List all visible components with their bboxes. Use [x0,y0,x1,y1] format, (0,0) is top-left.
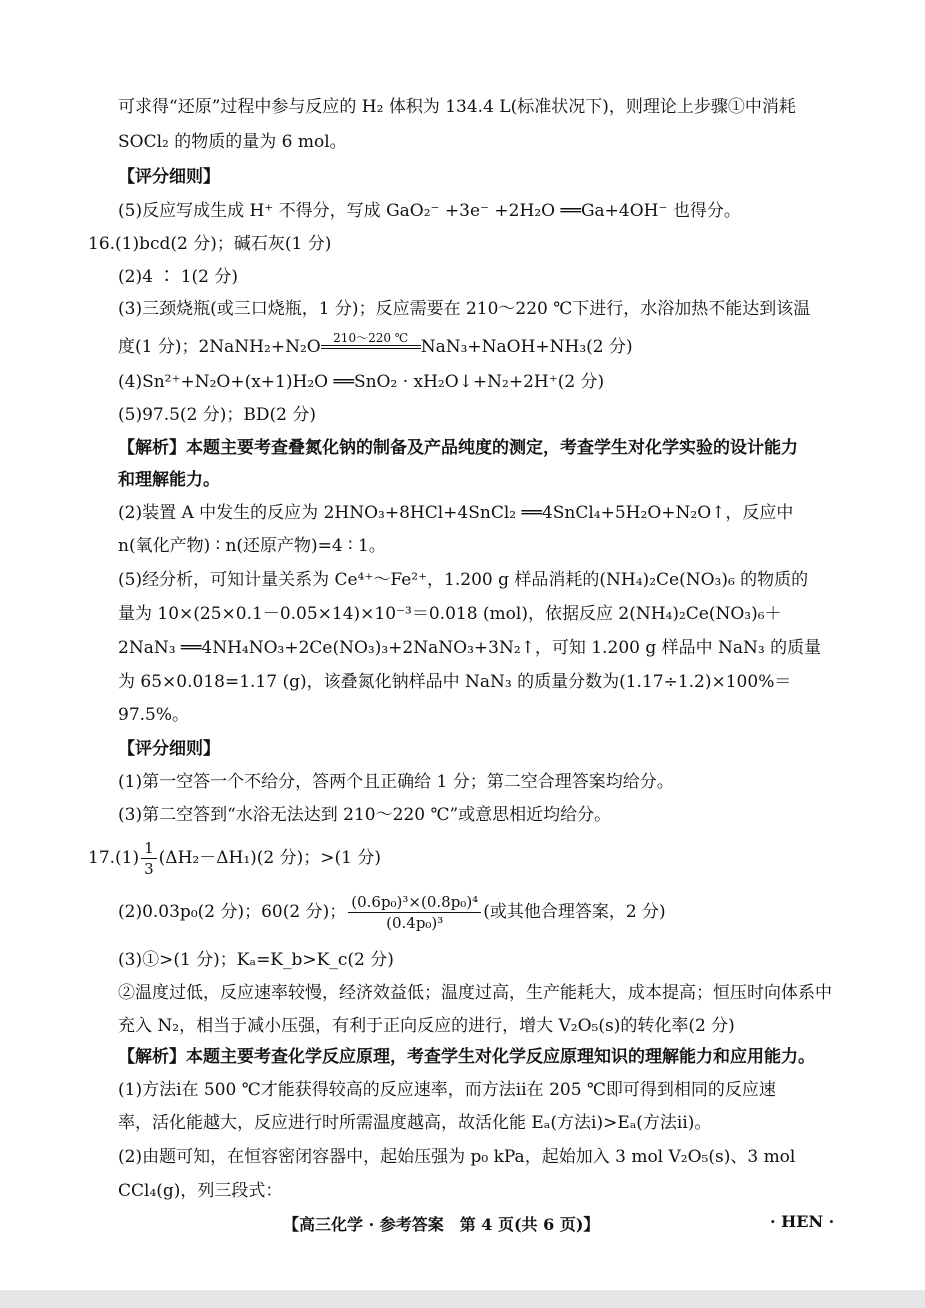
text-line: n(氧化产物) ∶ n(还原产物)=4 ∶ 1。 [118,536,386,556]
text-line: (1)第一空答一个不给分，答两个且正确给 1 分；第二空合理答案均给分。 [118,772,674,792]
reaction-condition: 210～220 ℃ [333,330,409,345]
section-heading-scoring: 【评分细则】 [118,739,220,759]
scan-bottom-edge [0,1290,925,1308]
text-line: 和理解能力。 [118,470,220,490]
text-line: 为 65×0.018=1.17 (g)，该叠氮化钠样品中 NaN₃ 的质量分数为(1.17÷1.2)×100%＝ [118,672,792,692]
question-17-answer [88,838,841,879]
equation-right: NaN₃+NaOH+NH₃(2 分) [420,337,633,357]
kp-suffix: (或其他合理答案，2 分) [483,902,666,922]
analysis-heading: 【解析】本题主要考查叠氮化钠的制备及产品纯度的测定，考查学生对化学实验的设计能力 [118,438,798,458]
text-line: (2)由题可知，在恒容密闭容器中，起始压强为 p₀ kPa，起始加入 3 mol V₂O₅(s)、3 mol [118,1147,796,1167]
text-line: 97.5%。 [118,705,190,725]
text-line: (5)经分析，可知计量关系为 Ce⁴⁺～Fe²⁺，1.200 g 样品消耗的(NH₄)₂Ce(NO₃)₆ 的物质的 [118,570,809,590]
footer-page-info: 【高三化学 · 参考答案 第 4 页(共 6 页)】 [283,1215,600,1234]
text-line: (3)①>(1 分)；Kₐ=K_b>K_c(2 分) [118,950,394,970]
reaction-condition-arrow [321,331,421,349]
text-line: (1)方法ⅰ在 500 ℃才能获得较高的反应速率，而方法ⅱ在 205 ℃即可得到相同的反应速 [118,1080,776,1100]
text-line: SOCl₂ 的物质的量为 6 mol。 [118,132,347,152]
text-line: (4)Sn²⁺+N₂O+(x+1)H₂O ══SnO₂ · xH₂O↓+N₂+2H⁺(2 分) [118,372,605,392]
text-line: 率，活化能越大，反应进行时所需温度越高，故活化能 Eₐ(方法ⅰ)>Eₐ(方法ⅱ)。 [118,1113,712,1133]
text-line: (3)三颈烧瓶(或三口烧瓶，1 分)；反应需要在 210～220 ℃下进行，水浴加热不能达到该温 [118,299,811,319]
kp-fraction: $\frac{\text{(0.6p₀)³×(0.8p₀)⁴}}{\text{(0.4p₀)³}}$ [348,892,481,933]
text-line: CCl₄(g)，列三段式： [118,1181,283,1201]
analysis-heading: 【解析】本题主要考查化学反应原理，考查学生对化学反应原理知识的理解能力和应用能力。 [118,1047,815,1067]
kp-expression-line [118,892,841,933]
text-line: (3)第二空答到“水浴无法达到 210～220 ℃”或意思相近均给分。 [118,805,612,825]
footer-code: · HEN · [770,1212,835,1231]
text-line: (2)装置 A 中发生的反应为 2HNO₃+8HCl+4SnCl₂ ══4SnCl₄+5H₂O+N₂O↑，反应中 [118,503,794,523]
text-line: 充入 N₂，相当于减小压强，有利于正向反应的进行，增大 V₂O₅(s)的转化率(2 分) [118,1016,735,1036]
fraction-one-third: $\frac{1}{3}$ [141,838,157,879]
text-line: 量为 10×(25×0.1－0.05×14)×10⁻³＝0.018 (mol)，依据反应 2(NH₄)₂Ce(NO₃)₆＋ [118,604,782,624]
text-line: (5)反应写成生成 H⁺ 不得分，写成 GaO₂⁻ +3e⁻ +2H₂O ══Ga+4OH⁻ 也得分。 [118,201,741,221]
text-line: 可求得“还原”过程中参与反应的 H₂ 体积为 134.4 L(标准状况下)，则理论上步骤①中消耗 [118,97,796,117]
text-line: 2NaN₃ ══4NH₄NO₃+2Ce(NO₃)₃+2NaNO₃+3N₂↑，可知 1.200 g 样品中 NaN₃ 的质量 [118,638,822,658]
question-16-answer: 16.(1)bcd(2 分)；碱石灰(1 分) [88,234,332,254]
kp-prefix: (2)0.03p₀(2 分)；60(2 分)； [118,902,347,922]
text-line: (5)97.5(2 分)；BD(2 分) [118,405,317,425]
q17-expression: (ΔH₂－ΔH₁)(2 分)；>(1 分) [158,848,381,868]
text-line: (2)4 ∶ 1(2 分) [118,267,239,287]
equation-left: 度(1 分)；2NaNH₂+N₂O [118,337,321,357]
q17-label: 17.(1) [88,848,140,868]
text-line: ②温度过低，反应速率较慢，经济效益低；温度过高，生产能耗大，成本提高；恒压时向体系中 [118,983,832,1003]
section-heading-scoring: 【评分细则】 [118,167,220,187]
equation-line [118,330,841,358]
